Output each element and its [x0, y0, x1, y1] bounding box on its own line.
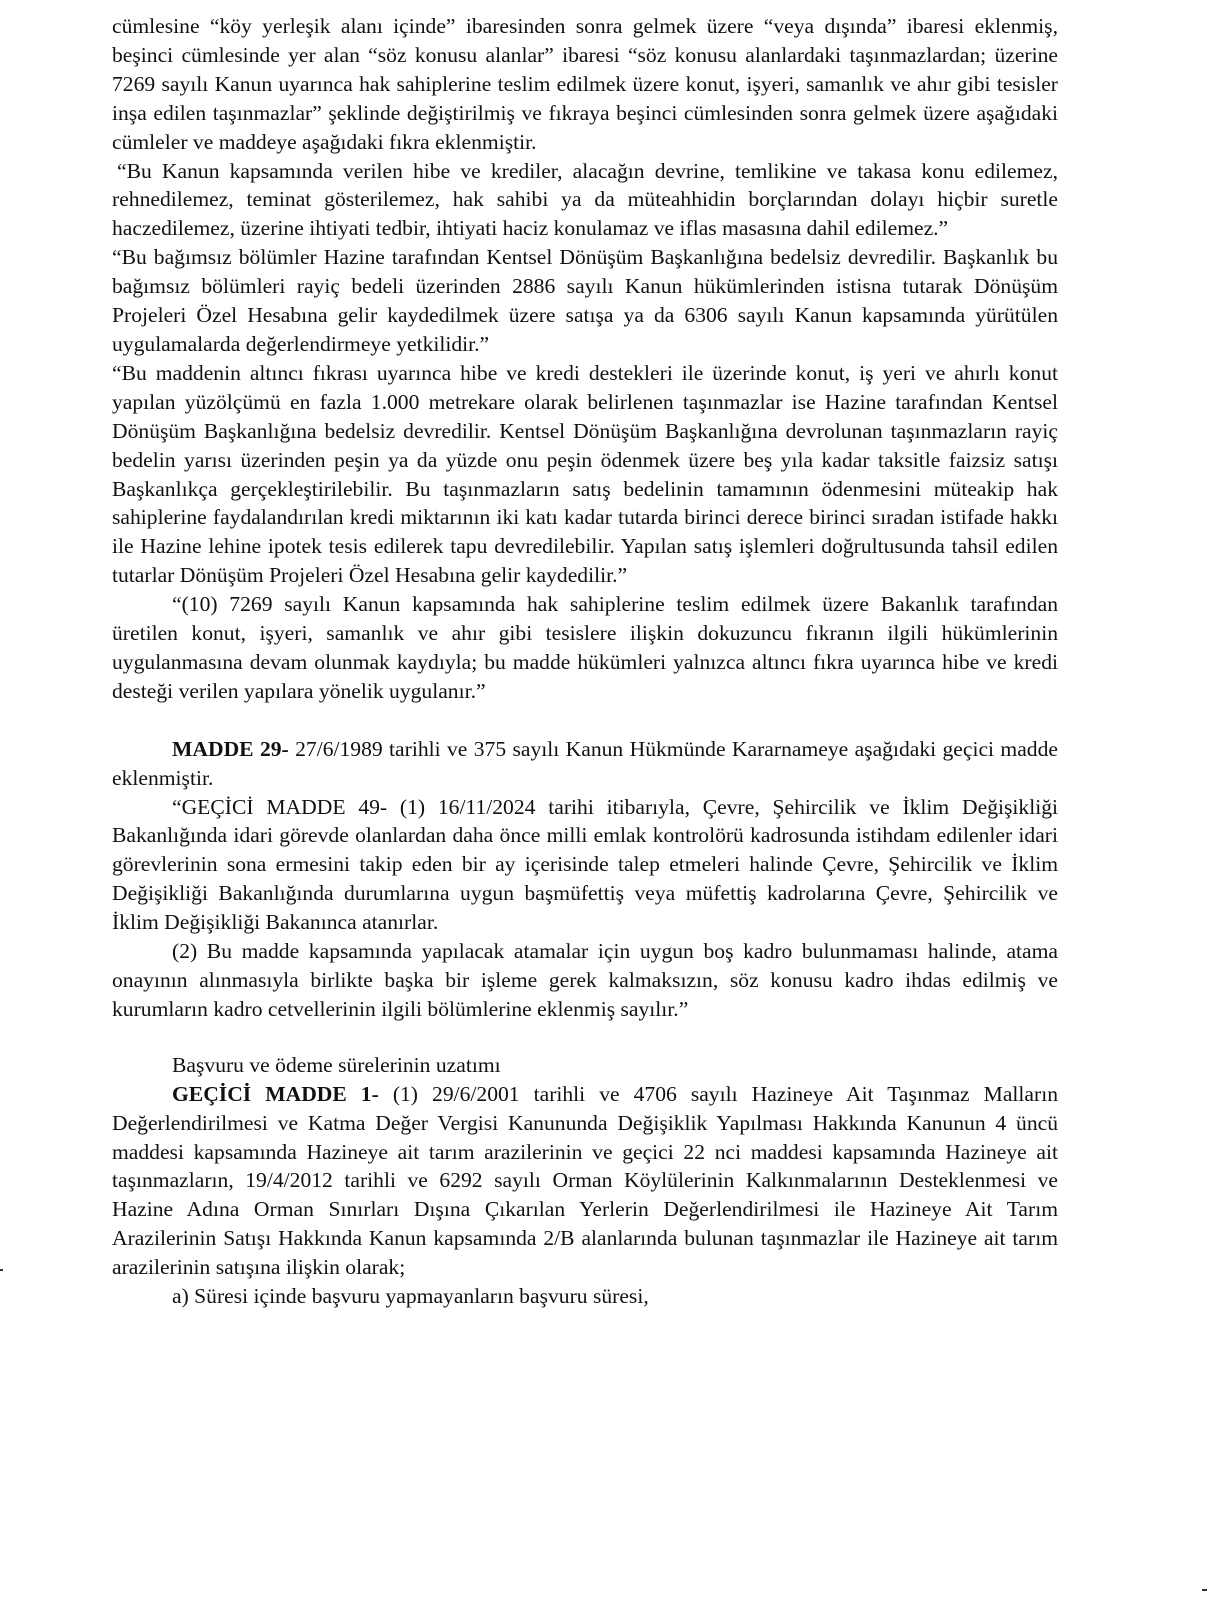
paragraph-bent-a: a) Süresi içinde başvuru yapmayanların başvuru süresi,	[172, 1284, 649, 1309]
paragraph-quote-altinci-fikra: “Bu maddenin altıncı fıkrası uyarınca hibe ve kredi destekleri ile üzerinde konut, iş yeri ve ahırlı konut yapılan yüzölçümü en fazla 1.000 metrekare olarak belirlenen taşınmazlar ise Hazine tarafından Kentsel Dönüşüm Başkanlığına bedelsiz devredilir. Kentsel Dönüşüm Başkanlığına devrolunan taşınmazların rayiç bedelin yarısı üzerinden peşin ya da yüzde onu peşin ödenmek üzere beş yıla kadar taksitle faizsiz satışı Başkanlıkça gerçekleştirilebilir. Bu taşınmazların satış bedelinin tamamının ödenmesini müteakip hak sahiplerine faydalandırılan kredi miktarının iki katı kadar tutarda birinci derece birinci sıradan istifade hakkı ile Hazine lehine ipotek tesis edilerek tapu devredilebilir. Yapılan satış işlemleri doğrultusunda tahsil edilen tutarlar Dönüşüm Projeleri Özel Hesabına gelir kaydedilir.”	[112, 360, 1058, 588]
scan-artifact-mark	[1202, 1589, 1207, 1591]
paragraph-amendment-text: cümlesine “köy yerleşik alanı içinde” ibaresinden sonra gelmek üzere “veya dışında” ibaresi eklenmiş, beşinci cümlesinde yer alan “söz konusu alanlar” ibaresi “söz konusu alanlardaki taşınmazlardan; üzerine 7269 sayılı Kanun uyarınca hak sahiplerine teslim edilmek üzere konut, işyeri, samanlık ve ahır gibi tesisler inşa edilen taşınmazlar” şeklinde değiştirilmiş ve fıkraya beşinci cümlesinden sonra gelmek üzere aşağıdaki cümleler ve maddeye aşağıdaki fıkra eklenmiştir.	[112, 14, 1058, 154]
madde-29-heading: MADDE 29-	[172, 736, 289, 761]
paragraph-fikra-10: “(10) 7269 sayılı Kanun kapsamında hak sahiplerine teslim edilmek üzere Bakanlık tarafından üretilen konut, işyeri, samanlık ve ahır gibi tesislere ilişkin dokuzuncu fıkranın ilgili hükümlerinin uygulanmasına devam olunmak kaydıyla; bu madde hükümleri yalnızca altıncı fıkra uyarınca hibe ve kredi desteği verilen yapılara yönelik uygulanır.”	[112, 592, 1058, 703]
paragraph-gecici-madde-1	[112, 1080, 1058, 1282]
scan-artifact-mark	[0, 1269, 3, 1271]
gecici-madde-1-text: (1) 29/6/2001 tarihli ve 4706 sayılı Hazineye Ait Taşınmaz Malların Değerlendirilmesi ve Katma Değer Vergisi Kanununda Değişiklik Yapılması Hakkında Kanunun 4 üncü maddesi kapsamında Hazineye ait tarım arazilerinin ve geçici 22 nci maddesi kapsamında Hazineye ait taşınmazların, 19/4/2012 tarihli ve 6292 sayılı Orman Köylülerinin Kalkınmalarının Desteklenmesi ve Hazine Adına Orman Sınırları Dışına Çıkarılan Yerlerin Değerlendirilmesi ile Hazineye Ait Tarım Arazilerinin Satışı Hakkında Kanun kapsamında 2/B alanlarında bulunan taşınmazlar ile Hazineye ait tarım arazilerinin satışına ilişkin olarak;	[112, 1081, 1059, 1280]
document-page	[112, 0, 1058, 1311]
section-caption: Başvuru ve ödeme sürelerinin uzatımı	[172, 1052, 501, 1077]
spacer	[112, 1024, 1058, 1051]
gecici-madde-1-heading: GEÇİCİ MADDE 1-	[172, 1081, 379, 1106]
paragraph-quote-bagimsiz-bolumler: “Bu bağımsız bölümler Hazine tarafından Kentsel Dönüşüm Başkanlığına bedelsiz devredilir. Başkanlık bu bağımsız bölümleri rayiç bedeli üzerinden 2886 sayılı Kanun hükümlerinden istisna tutarak Dönüşüm Projeleri Özel Hesabına gelir kaydedilmek üzere satışa ya da 6306 sayılı Kanun kapsamında yürütülen uygulamalarda değerlendirmeye yetkilidir.”	[112, 245, 1058, 356]
madde-29-text: 27/6/1989 tarihli ve 375 sayılı Kanun Hükmünde Kararnameye aşağıdaki geçici madde eklenmiştir.	[112, 736, 1058, 790]
spacer	[112, 706, 1058, 735]
paragraph-gecici-madde-49-fikra-2: (2) Bu madde kapsamında yapılacak atamalar için uygun boş kadro bulunmaması halinde, atama onayının alınmasıyla birlikte başka bir işleme gerek kalmaksızın, söz konusu kadro ihdas edilmiş ve kurumların kadro cetvellerinin ilgili bölümlerine eklenmiş sayılır.”	[112, 939, 1058, 1021]
paragraph-madde-29	[112, 735, 1058, 793]
paragraph-quote-hibe-krediler: “Bu Kanun kapsamında verilen hibe ve krediler, alacağın devrine, temlikine ve takasa konu edilemez, rehnedilemez, teminat gösterilemez, hak sahibi ya da müteahhidin borçlarından dolayı hiçbir suretle haczedilemez, üzerine ihtiyati tedbir, ihtiyati haciz konulamaz ve iflas masasına dahil edilemez.”	[112, 158, 1058, 241]
paragraph-gecici-madde-49: “GEÇİCİ MADDE 49- (1) 16/11/2024 tarihi itibarıyla, Çevre, Şehircilik ve İklim Değişikliği Bakanlığında idari görevde olanlardan daha önce milli emlak kontrolörü kadrosunda istihdam edilenler idari görevlerinin sona ermesini takip eden bir ay içerisinde talep etmeleri halinde Çevre, Şehircilik ve İklim Değişikliği Bakanlığında durumlarına uygun başmüfettiş veya müfettiş kadrolarına Çevre, Şehircilik ve İklim Değişikliği Bakanınca atanırlar.	[112, 794, 1058, 935]
